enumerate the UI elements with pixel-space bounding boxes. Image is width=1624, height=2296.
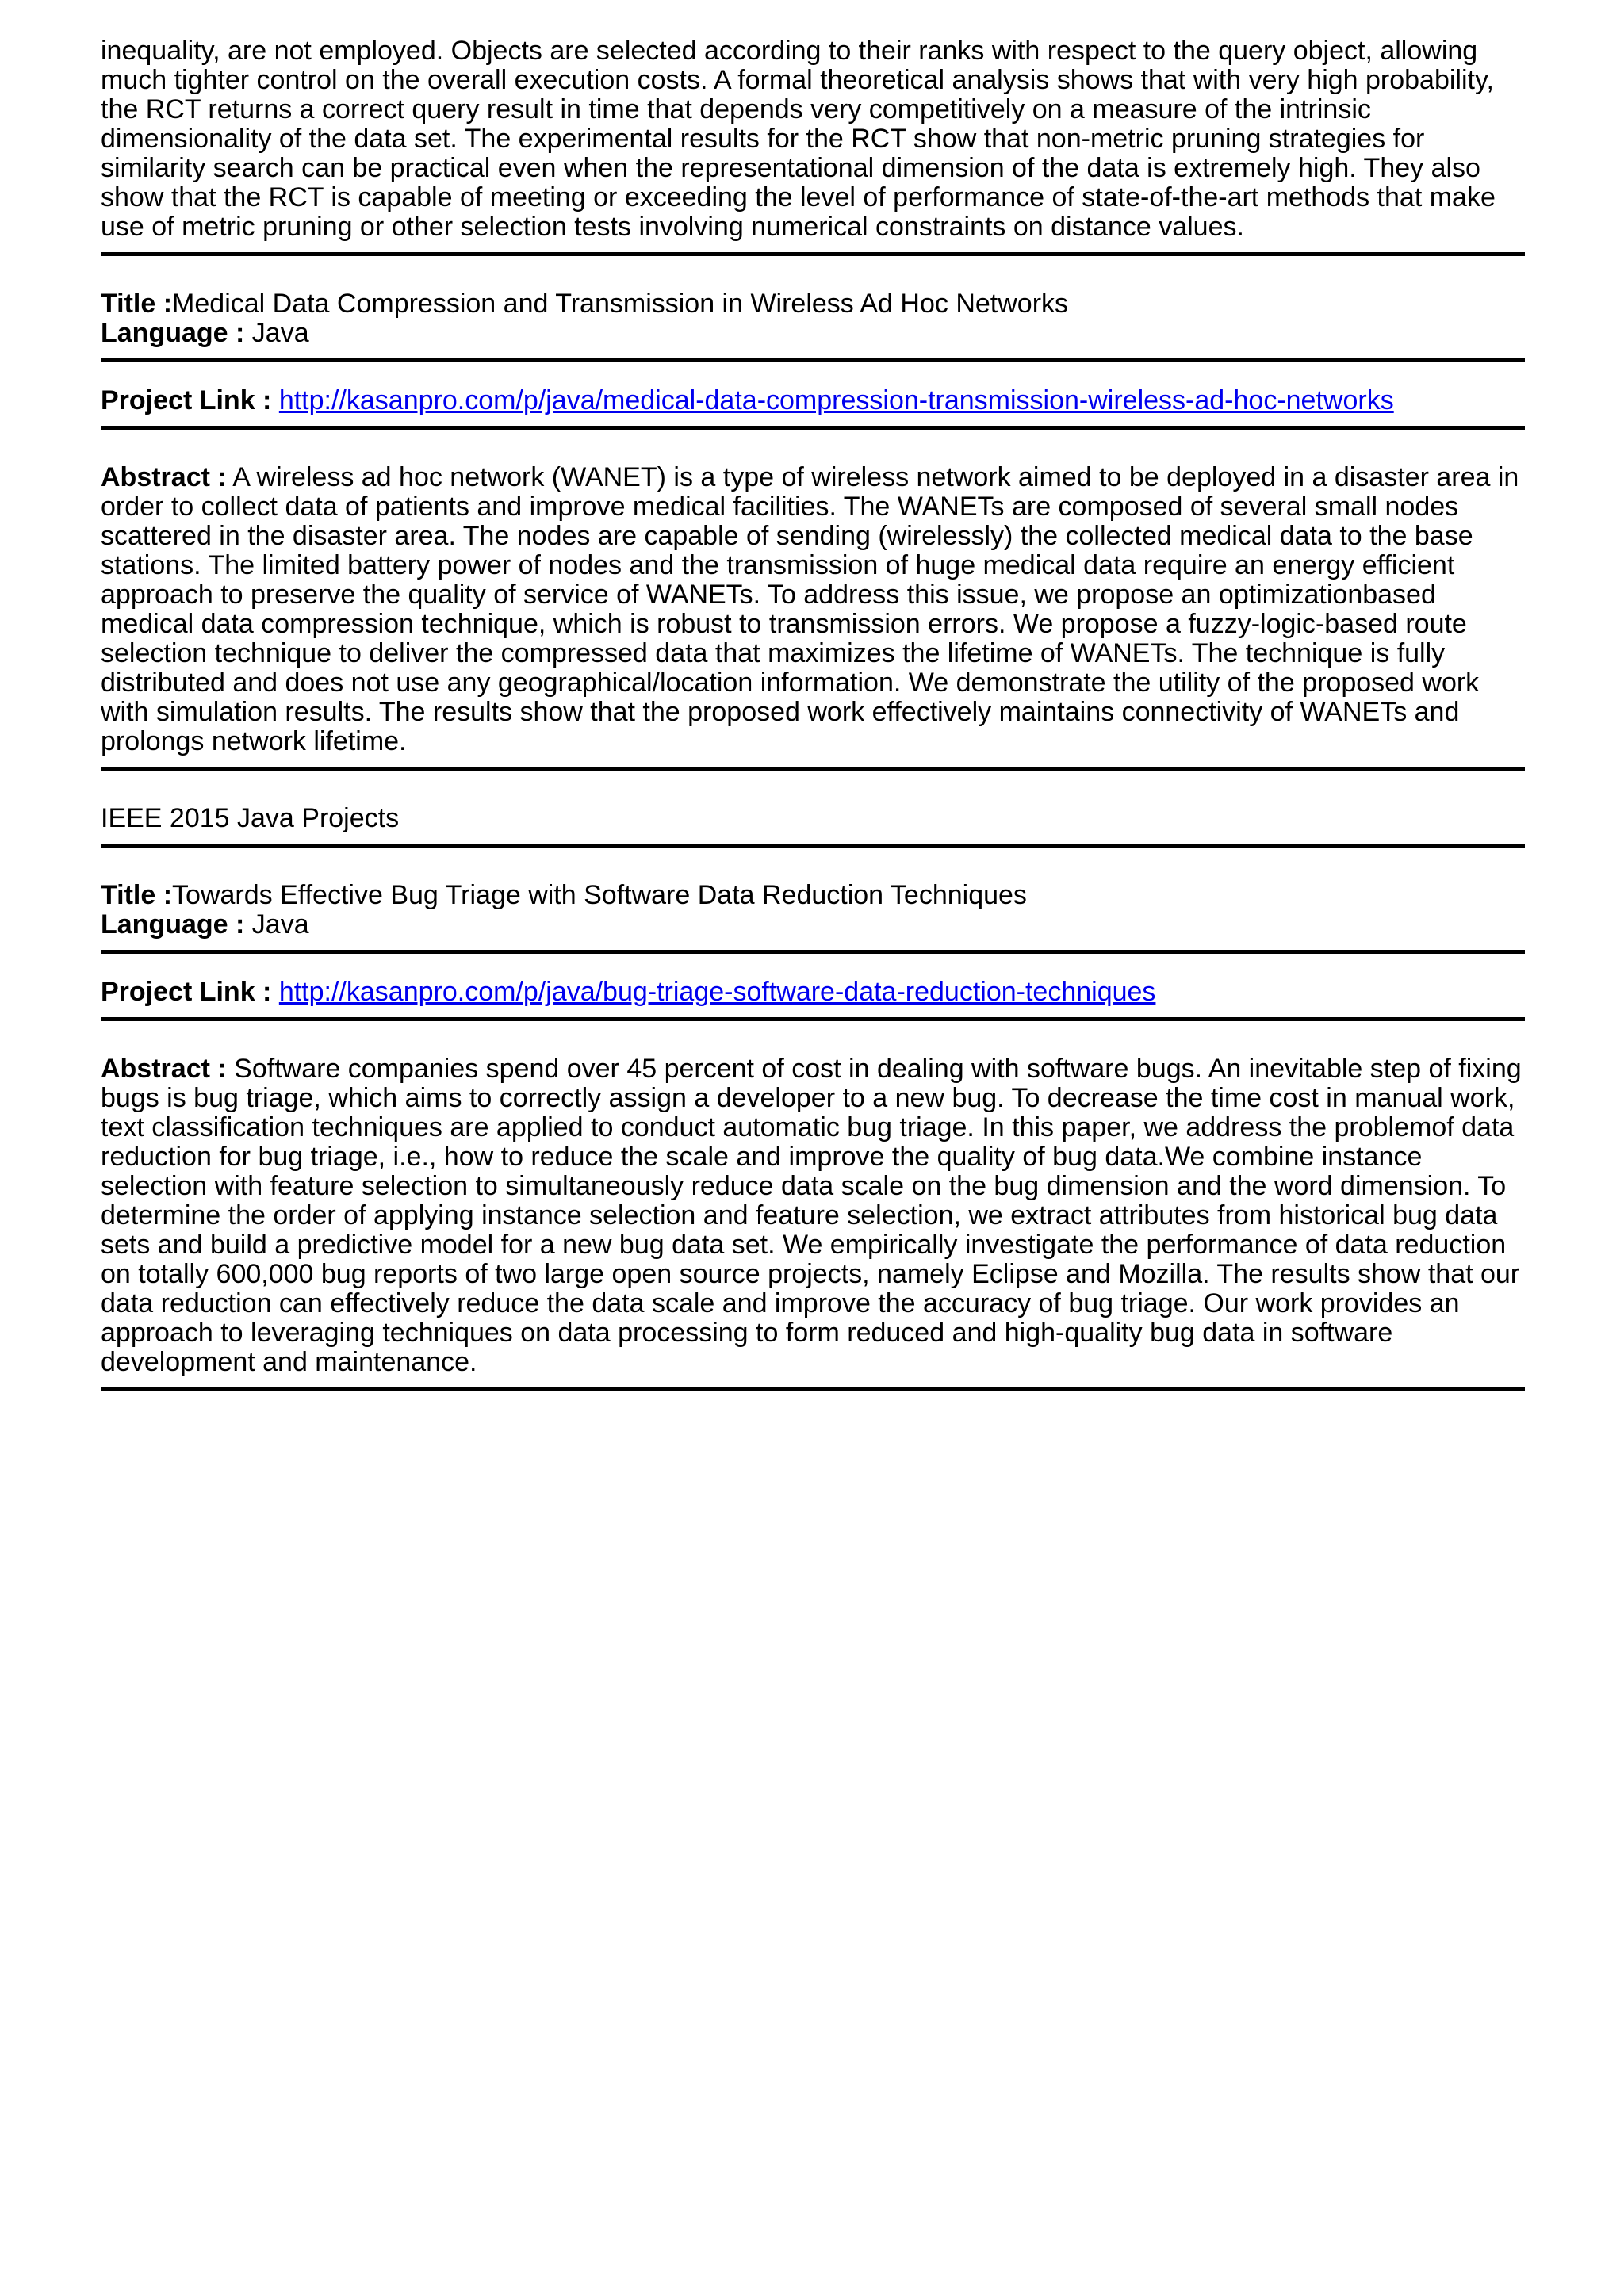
project-link-row xyxy=(101,978,1525,1007)
abstract-text: Software companies spend over 45 percent of cost in dealing with software bugs. An inevitable step of fixing bugs is bug triage, which aims to correctly assign a developer to a new bug. To decrease the time cost in manual work, text classification techniques are applied to conduct automatic bug triage. In this paper, we address the problemof data reduction for bug triage, i.e., how to reduce the scale and improve the quality of bug data.We combine instance selection with feature selection to simultaneously reduce data scale on the bug dimension and the word dimension. To determine the order of applying instance selection and feature selection, we extract attributes from historical bug data sets and build a predictive model for a new bug data set. We empirically investigate the performance of data reduction on totally 600,000 bug reports of two large open source projects, namely Eclipse and Mozilla. The results show that our data reduction can effectively reduce the data scale and improve the accuracy of bug triage. Our work provides an approach to leveraging techniques on data processing to form reduced and high-quality bug data in software development and maintenance. xyxy=(101,1054,1522,1377)
project-link-label: Project Link : xyxy=(101,385,272,415)
project-title: Medical Data Compression and Transmission in Wireless Ad Hoc Networks xyxy=(172,289,1069,319)
language-label: Language : xyxy=(101,909,245,939)
project-title-row xyxy=(101,289,1525,319)
abstract-label: Abstract : xyxy=(101,1054,227,1084)
project-title-row xyxy=(101,881,1525,910)
language-label: Language : xyxy=(101,318,245,348)
document-content xyxy=(101,36,1525,1391)
project-language: Java xyxy=(251,909,309,939)
project-entry xyxy=(101,289,1525,348)
project-title: Towards Effective Bug Triage with Software Data Reduction Techniques xyxy=(172,880,1027,910)
title-label: Title : xyxy=(101,880,173,910)
project-abstract xyxy=(101,1054,1525,1377)
project-link[interactable]: http://kasanpro.com/p/java/medical-data-compression-transmission-wireless-ad-hoc-networks xyxy=(278,385,1394,415)
section-heading: IEEE 2015 Java Projects xyxy=(101,803,400,833)
project-abstract xyxy=(101,463,1525,756)
project-link-row xyxy=(101,386,1525,415)
intro-abstract-text: inequality, are not employed. Objects are selected according to their ranks with respect to the query object, allowing much tighter control on the overall execution costs. A formal theoretical analysis shows that with very high probability, the RCT returns a correct query result in time that depends very competitively on a measure of the intrinsic dimensionality of the data set. The experimental results for the RCT show that non-metric pruning strategies for similarity search can be practical even when the representational dimension of the data is extremely high. They also show that the RCT is capable of meeting or exceeding the level of performance of state-of-the-art methods that make use of metric pruning or other selection tests involving numerical constraints on distance values. xyxy=(101,36,1496,242)
abstract-label: Abstract : xyxy=(101,462,227,492)
project-language-row xyxy=(101,910,1525,939)
project-link[interactable]: http://kasanpro.com/p/java/bug-triage-software-data-reduction-techniques xyxy=(278,977,1156,1007)
project-entry xyxy=(101,881,1525,939)
project-language: Java xyxy=(251,318,309,348)
title-label: Title : xyxy=(101,289,173,319)
abstract-text: A wireless ad hoc network (WANET) is a type of wireless network aimed to be deployed in a disaster area in order to collect data of patients and improve medical facilities. The WANETs are composed of several small nodes scattered in the disaster area. The nodes are capable of sending (wirelessly) the collected medical data to the base stations. The limited battery power of nodes and the transmission of huge medical data require an energy efficient approach to preserve the quality of service of WANETs. To address this issue, we propose an optimizationbased medical data compression technique, which is robust to transmission errors. We propose a fuzzy-logic-based route selection technique to deliver the compressed data that maximizes the lifetime of WANETs. The technique is fully distributed and does not use any geographical/location information. We demonstrate the utility of the proposed work with simulation results. The results show that the proposed work effectively maintains connectivity of WANETs and prolongs network lifetime. xyxy=(101,462,1519,756)
project-link-label: Project Link : xyxy=(101,977,272,1007)
divider xyxy=(101,1387,1525,1391)
project-language-row xyxy=(101,319,1525,348)
